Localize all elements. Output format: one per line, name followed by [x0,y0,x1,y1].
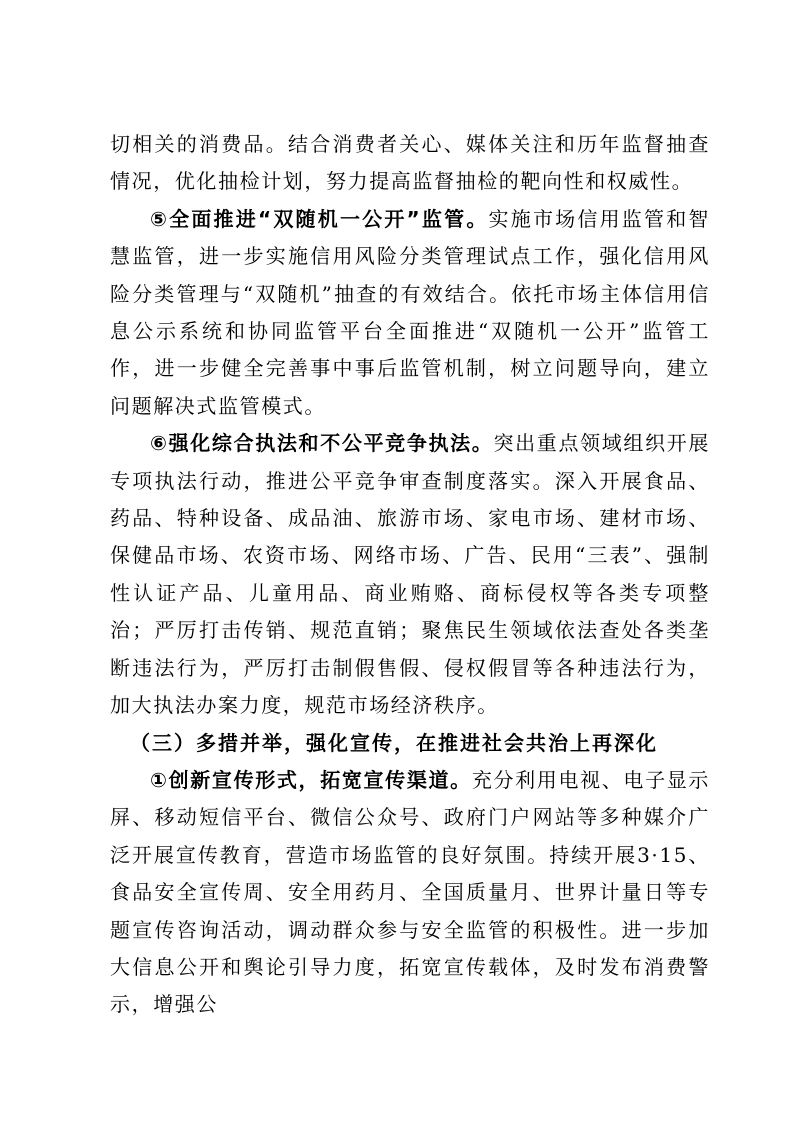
paragraph-heading: ⑥强化综合执法和不公平竞争执法。 [150,431,494,456]
paragraph-enforcement [110,425,710,724]
paragraph-text: 实施市场信用监管和智慧监管，进一步实施信用风险分类管理试点工作，强化信用风险分类管理与“双随机”抽查的有效结合。依托市场主体信用信息公示系统和协同监管平台全面推进“双随机一公开”监管工作，进一步健全完善事中事后监管机制，树立问题导向，建立问题解决式监管模式。 [110,206,711,418]
paragraph-publicity [110,762,710,1024]
paragraph-heading: ①创新宣传形式，拓宽宣传渠道。 [150,767,472,792]
paragraph-continuation [110,126,710,201]
section-heading: （三）多措并举，强化宣传，在推进社会共治上再深化 [130,730,658,755]
paragraph-text: 切相关的消费品。结合消费者关心、媒体关注和历年监督抽查情况，优化抽检计划，努力提高监督抽检的靶向性和权威性。 [110,132,710,194]
paragraph-double-random [110,201,710,425]
paragraph-text: 突出重点领域组织开展专项执法行动，推进公平竞争审查制度落实。深入开展食品、药品、特种设备、成品油、旅游市场、家电市场、建材市场、保健品市场、农资市场、网络市场、广告、民用“三表”、强制性认证产品、儿童用品、商业贿赂、商标侵权等各类专项整治；严厉打击传销、规范直销；聚焦民生领域依法查处各类垄断违法行为，严厉打击制假售假、侵权假冒等各种违法行为，加大执法办案力度，规范市场经济秩序。 [110,431,710,718]
paragraph-text: 充分利用电视、电子显示屏、移动短信平台、微信公众号、政府门户网站等多种媒介广泛开展宣传教育，营造市场监管的良好氛围。持续开展3·15、食品安全宣传周、安全用药月、全国质量月、世界计量日等专题宣传咨询活动，调动群众参与安全监管的积极性。进一步加大信息公开和舆论引导力度，拓宽宣传载体，及时发布消费警示，增强公 [110,767,710,1017]
document-page [110,126,710,1024]
paragraph-heading: ⑤全面推进“双随机一公开”监管。 [150,206,489,231]
